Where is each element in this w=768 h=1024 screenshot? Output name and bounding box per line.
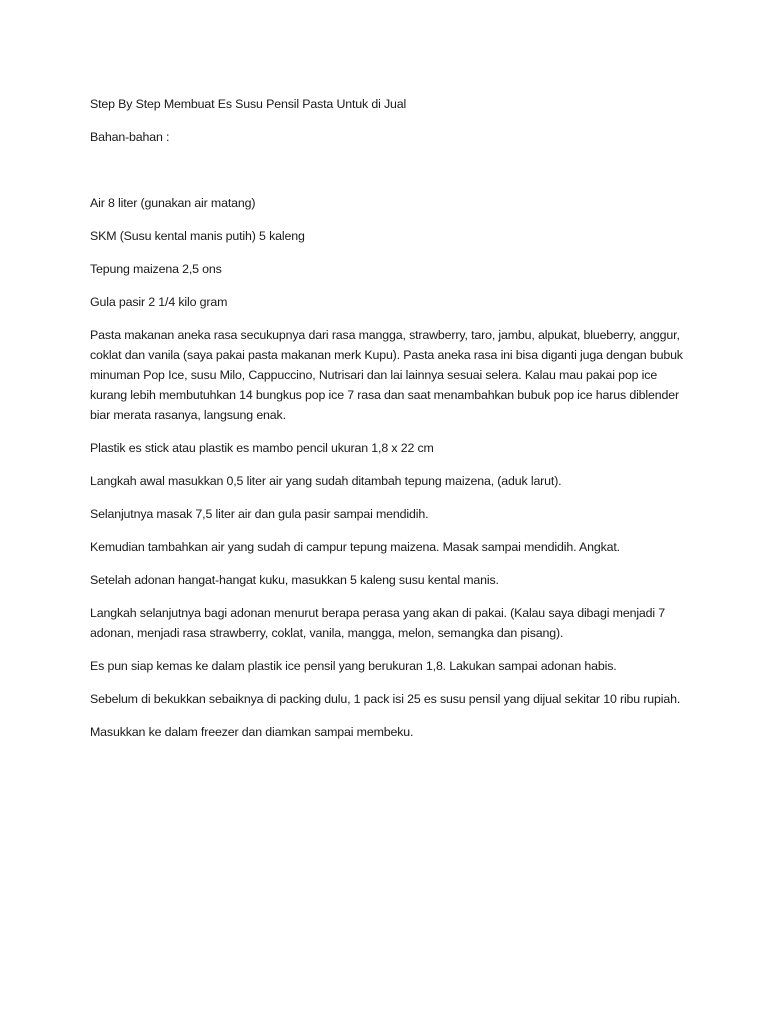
- paragraph-ingredient-water: Air 8 liter (gunakan air matang): [90, 196, 256, 210]
- paragraph-step-1: Langkah awal masukkan 0,5 liter air yang sudah ditambah tepung maizena, (aduk larut).: [90, 474, 562, 488]
- paragraph-ingredient-flavor-paste: Pasta makanan aneka rasa secukupnya dari rasa mangga, strawberry, taro, jambu, alpukat, blueberry, anggur, coklat dan vanila (saya pakai pasta makanan merk Kupu). Pasta aneka rasa ini bisa diganti juga dengan bubuk minuman Pop Ice, susu Milo, Cappuccino, Nutrisari dan lai lainnya sesuai selera. Kalau mau pakai pop ice kurang lebih membutuhkan 14 bungkus pop ice 7 rasa dan saat menambahkan bubuk pop ice harus diblender biar merata rasanya, langsung enak.: [90, 328, 683, 422]
- paragraph-step-6: Es pun siap kemas ke dalam plastik ice pensil yang berukuran 1,8. Lakukan sampai adonan habis.: [90, 659, 617, 673]
- paragraph-step-7: Sebelum di bekukkan sebaiknya di packing dulu, 1 pack isi 25 es susu pensil yang dijual sekitar 10 ribu rupiah.: [90, 692, 681, 706]
- paragraph-step-8: Masukkan ke dalam freezer dan diamkan sampai membeku.: [90, 725, 414, 739]
- ingredients-heading: Bahan-bahan :: [90, 130, 170, 144]
- paragraph-step-2: Selanjutnya masak 7,5 liter air dan gula pasir sampai mendidih.: [90, 507, 429, 521]
- paragraph-ingredient-sugar: Gula pasir 2 1/4 kilo gram: [90, 295, 228, 309]
- paragraph-ingredient-milk: SKM (Susu kental manis putih) 5 kaleng: [90, 229, 305, 243]
- document-body: [90, 94, 685, 755]
- document-title: Step By Step Membuat Es Susu Pensil Pasta Untuk di Jual: [90, 97, 407, 111]
- paragraph-step-5: Langkah selanjutnya bagi adonan menurut berapa perasa yang akan di pakai. (Kalau saya dibagi menjadi 7 adonan, menjadi rasa strawberry, coklat, vanila, mangga, melon, semangka dan pisang).: [90, 606, 666, 640]
- paragraph-ingredient-cornstarch: Tepung maizena 2,5 ons: [90, 262, 222, 276]
- paragraph-step-4: Setelah adonan hangat-hangat kuku, masukkan 5 kaleng susu kental manis.: [90, 573, 499, 587]
- paragraph-step-3: Kemudian tambahkan air yang sudah di campur tepung maizena. Masak sampai mendidih. Angkat.: [90, 540, 620, 554]
- paragraph-ingredient-plastic: Plastik es stick atau plastik es mambo pencil ukuran 1,8 x 22 cm: [90, 441, 434, 455]
